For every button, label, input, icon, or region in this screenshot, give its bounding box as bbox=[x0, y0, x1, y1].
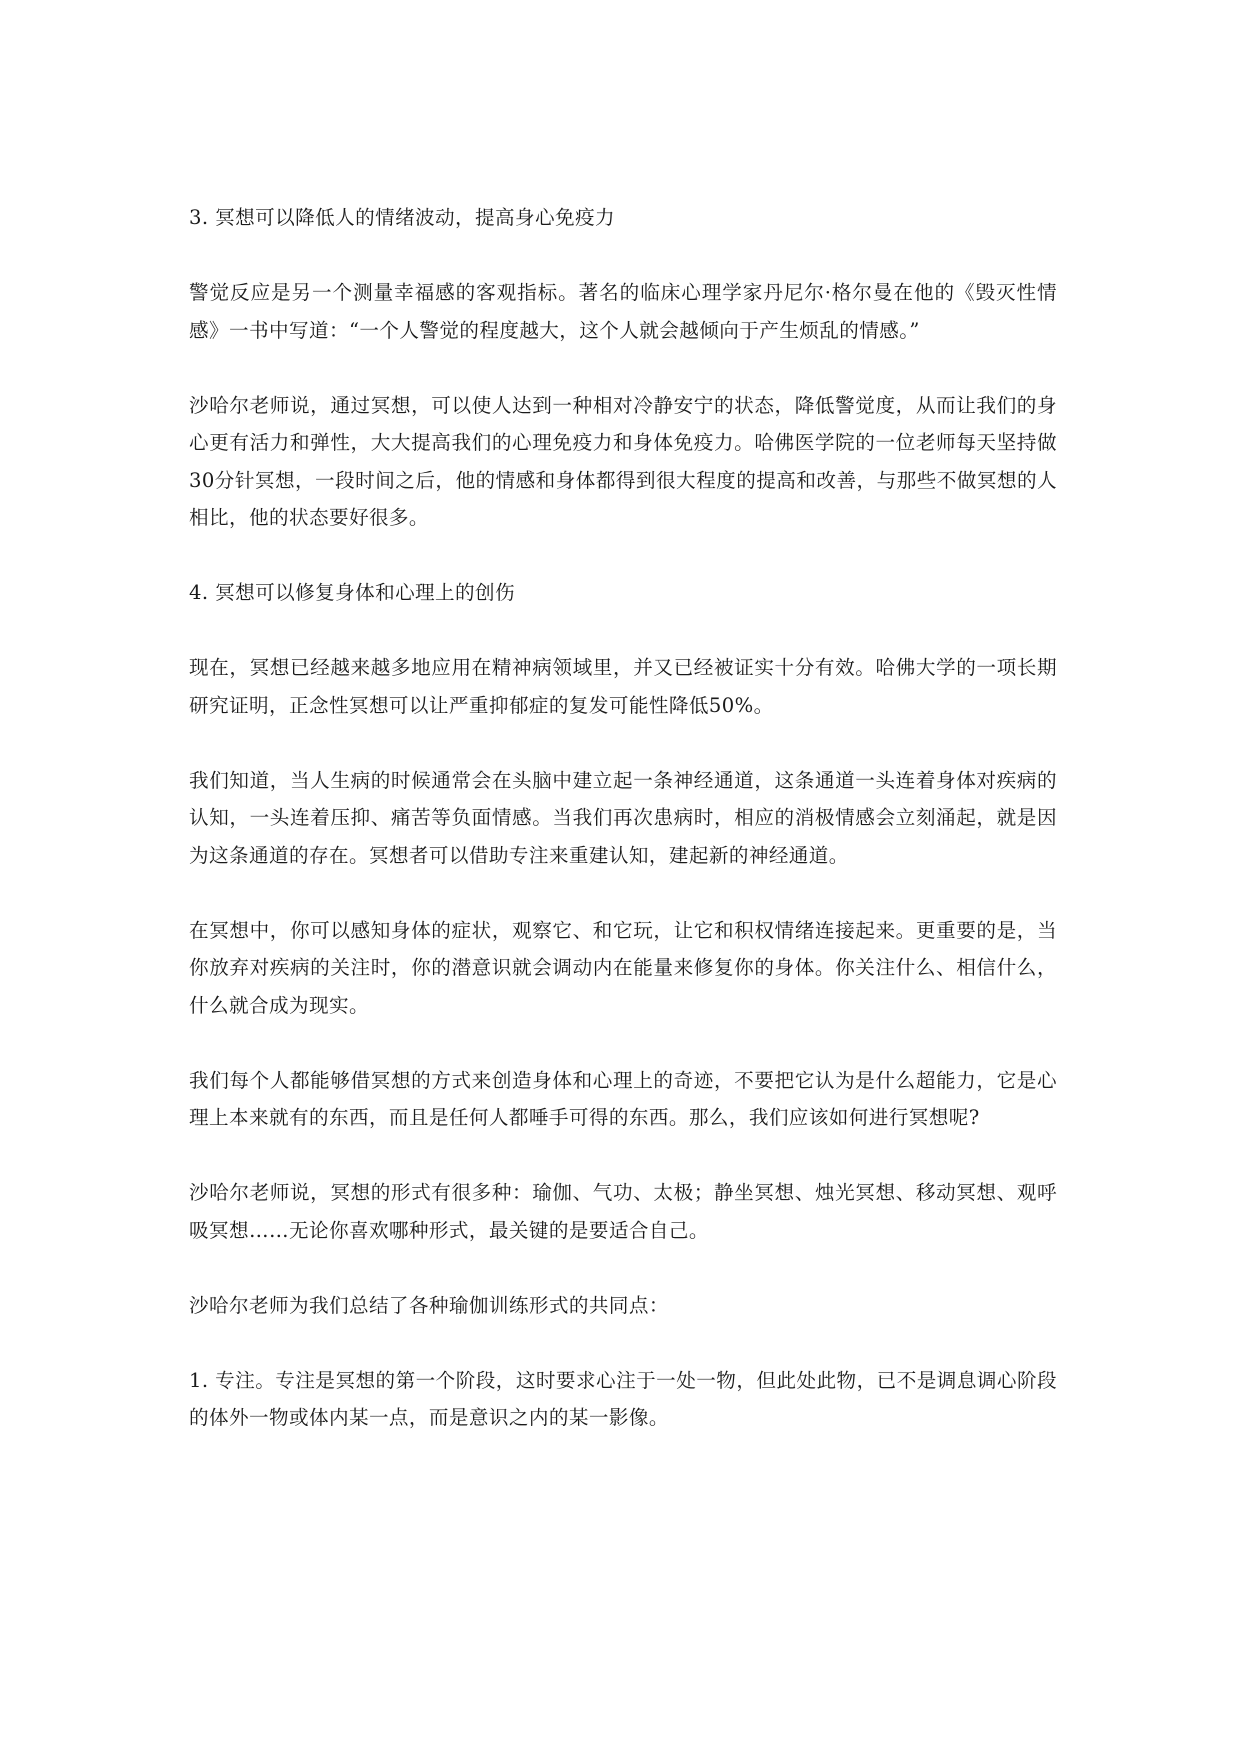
paragraph-psychiatry: 现在，冥想已经越来越多地应用在精神病领域里，并又已经被证实十分有效。哈佛大学的一项长期研究证明，正念性冥想可以让严重抑郁症的复发可能性降低50%。 bbox=[189, 656, 1057, 717]
list-item-focus: 1. 专注。专注是冥想的第一个阶段，这时要求心注于一处一物，但此处此物，已不是调息调心阶段的体外一物或体内某一点，而是意识之内的某一影像。 bbox=[189, 1368, 1057, 1429]
paragraph-immunity: 沙哈尔老师说，通过冥想，可以使人达到一种相对冷静安宁的状态，降低警觉度，从而让我们的身心更有活力和弹性，大大提高我们的心理免疫力和身体免疫力。哈佛医学院的一位老师每天坚持做30分针冥想，一段时间之后，他的情感和身体都得到很大程度的提高和改善，与那些不做冥想的人相比，他的状态要好很多。 bbox=[189, 393, 1057, 529]
paragraph-perceive-symptoms: 在冥想中，你可以感知身体的症状，观察它、和它玩，让它和积权情绪连接起来。更重要的是，当你放弃对疾病的关注时，你的潜意识就会调动内在能量来修复你的身体。你关注什么、相信什么，什么就合成为现实。 bbox=[189, 918, 1057, 1017]
section-heading-4: 4. 冥想可以修复身体和心理上的创伤 bbox=[189, 581, 516, 604]
paragraph-summary-intro: 沙哈尔老师为我们总结了各种瑜伽训练形式的共同点： bbox=[189, 1293, 669, 1317]
paragraph-miracle: 我们每个人都能够借冥想的方式来创造身体和心理上的奇迹，不要把它认为是什么超能力，它是心理上本来就有的东西，而且是任何人都唾手可得的东西。那么，我们应该如何进行冥想呢? bbox=[189, 1068, 1057, 1129]
paragraph-forms: 沙哈尔老师说，冥想的形式有很多种：瑜伽、气功、太极；静坐冥想、烛光冥想、移动冥想、观呼吸冥想……无论你喜欢哪种形式，最关键的是要适合自己。 bbox=[189, 1181, 1057, 1242]
section-heading-3: 3. 冥想可以降低人的情绪波动，提高身心免疫力 bbox=[189, 206, 615, 229]
paragraph-neural-pathway: 我们知道，当人生病的时候通常会在头脑中建立起一条神经通道，这条通道一头连着身体对疾病的认知，一头连着压抑、痛苦等负面情感。当我们再次患病时，相应的消极情感会立刻涌起，就是因为这条通道的存在。冥想者可以借助专注来重建认知，建起新的神经通道。 bbox=[189, 768, 1057, 867]
document-body bbox=[189, 199, 1057, 1437]
paragraph-vigilance: 警觉反应是另一个测量幸福感的客观指标。著名的临床心理学家丹尼尔·格尔曼在他的《毁灭性情感》一书中写道：“一个人警觉的程度越大，这个人就会越倾向于产生烦乱的情感。” bbox=[189, 281, 1057, 342]
